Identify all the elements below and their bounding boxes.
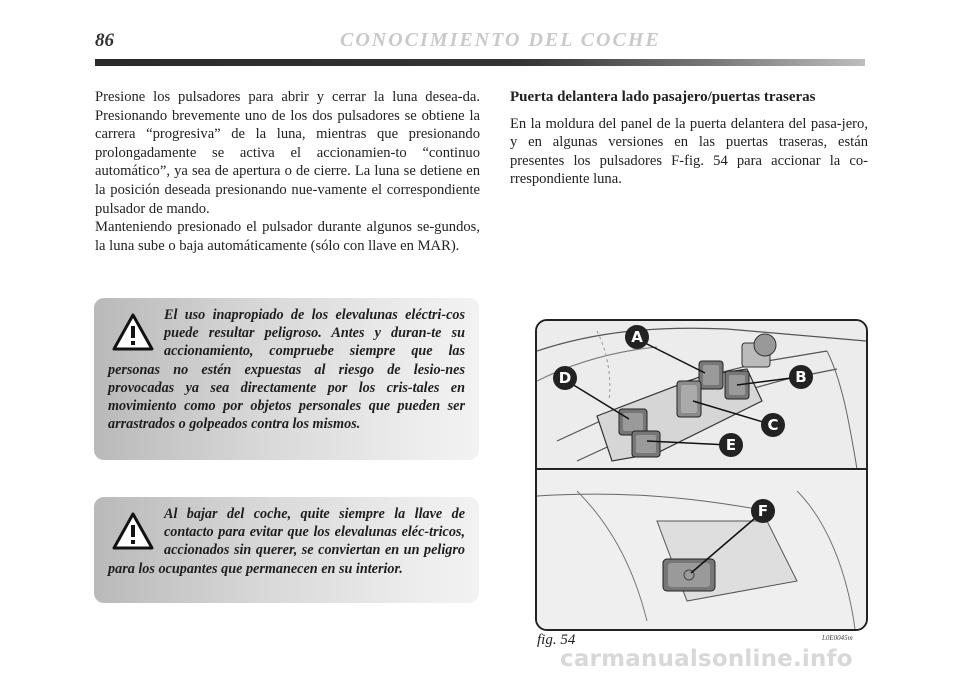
svg-text:C: C [767, 416, 779, 434]
svg-text:E: E [725, 436, 737, 454]
callout-d [553, 366, 577, 390]
warning-text-1: El uso inapropiado de los elevalunas eléctri-cos puede resultar peligroso. Antes y duran-te su accionamiento, compruebe siempre que las personas no estén expuestas al riesgo de lesio-nes provocadas ya sea directamente por los cris-tales en movimiento como por objetos personales que pueden ser arrastrados o golpeados contra los mismos. [108, 307, 465, 433]
subsection-heading: Puerta delantera lado pasajero/puertas traseras [510, 89, 816, 105]
figure-code: L0E0045m [822, 634, 853, 642]
switch-e [632, 431, 660, 457]
callout-b [789, 365, 813, 389]
figure-door-switches [535, 319, 868, 631]
callout-a [625, 325, 649, 349]
watermark: carmanualsonline.info [560, 646, 853, 672]
body-paragraph-2: Manteniendo presionado el pulsador durante algunos se-gundos, la luna sube o baja automáticamente (sólo con llave en MAR). [95, 219, 480, 254]
switch-a [699, 361, 723, 389]
page-number: 86 [95, 30, 114, 51]
callout-f [751, 499, 775, 523]
figure-caption: fig. 54 [537, 632, 576, 648]
callout-c [761, 413, 785, 437]
callout-e [719, 433, 743, 457]
right-column [510, 88, 868, 189]
body-paragraph-1: Presione los pulsadores para abrir y cerrar la luna desea-da. Presionando brevemente uno de los dos pulsadores se obtiene la carrera “progresiva” de la luna, mientras que presionando prolongadamente se activa el accionamien-to “continuo automático”, ya sea de apertura o de cierre. La luna se detiene en la posición deseada presionando nue-vamente el correspondiente pulsador de mando. [95, 89, 480, 217]
left-column [95, 88, 480, 255]
switch-c [677, 381, 701, 417]
warning-text-2: Al bajar del coche, quite siempre la llave de contacto para evitar que los elevalunas eléc-tricos, accionados sin querer, se conviertan en un peligro para los ocupantes que permanecen en su interior. [108, 506, 465, 577]
svg-text:F: F [757, 502, 769, 520]
warning-triangle-icon [112, 511, 154, 551]
warning-box-1 [94, 298, 479, 460]
switch-f [663, 559, 715, 591]
section-title: CONOCIMIENTO DEL COCHE [340, 29, 661, 51]
door-panel-illustration [537, 321, 866, 629]
svg-text:D: D [558, 369, 572, 387]
warning-triangle-icon [112, 312, 154, 352]
svg-text:B: B [795, 368, 807, 386]
svg-text:A: A [631, 328, 643, 346]
warning-box-2 [94, 497, 479, 603]
body-paragraph-3: En la moldura del panel de la puerta delantera del pasa-jero, y en algunas versiones en las puertas traseras, están presentes los pulsadores F-fig. 54 para accionar la co-rrespondiente luna. [510, 115, 868, 188]
header-rule [95, 59, 865, 66]
